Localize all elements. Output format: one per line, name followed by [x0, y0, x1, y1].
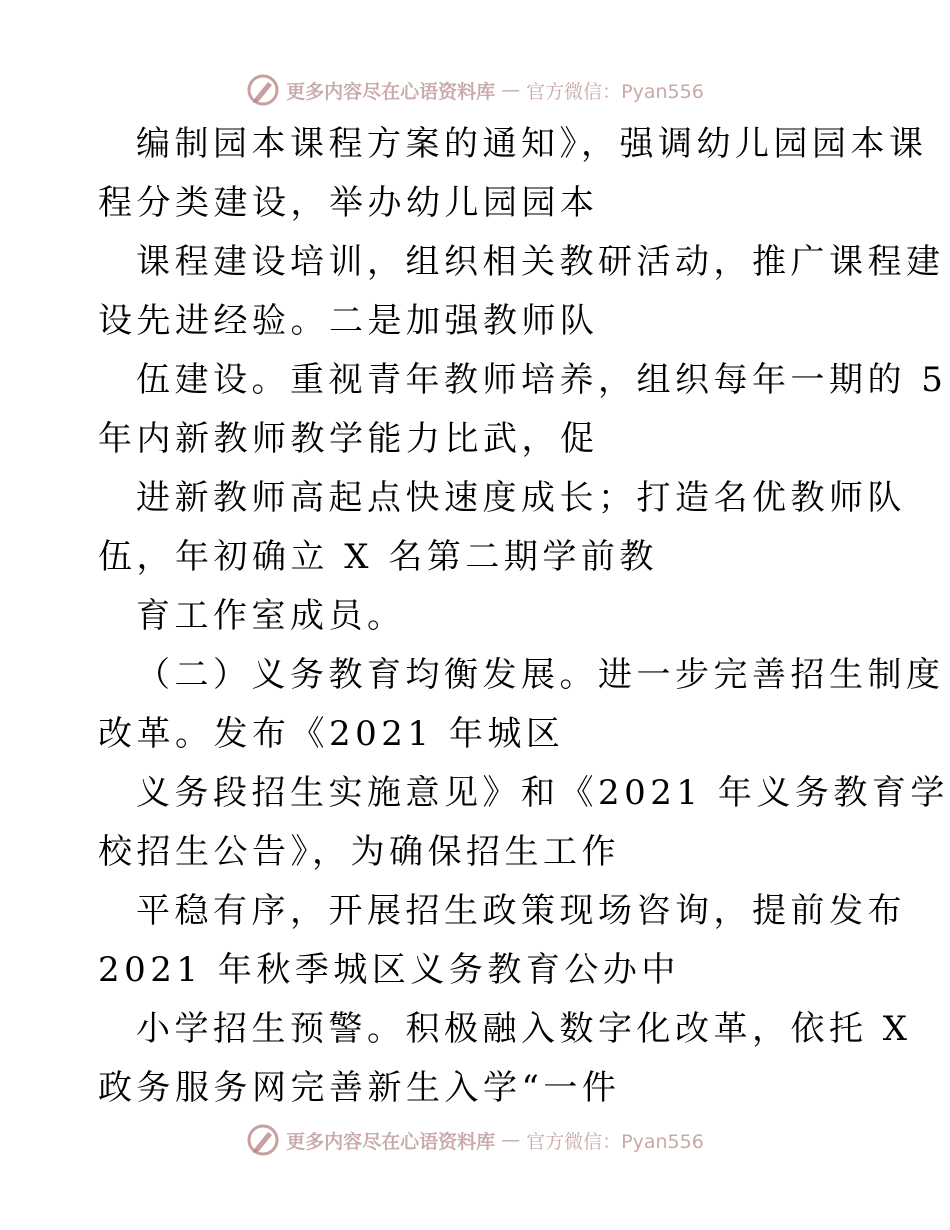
text-line: （二）义务教育均衡发展。进一步完善招生制度 [136, 655, 945, 695]
red-pen-logo-icon [246, 1123, 280, 1157]
text-line: 伍，年初确立 X 名第二期学前教 [98, 537, 658, 577]
text-line: 义务段招生实施意见》和《2021 年义务教育学 [136, 773, 949, 813]
footer-banner-wechat: 官方微信：Pyan556 [526, 1130, 704, 1153]
text-line: 改革。发布《2021 年城区 [98, 714, 565, 754]
text-line: 编制园本课程方案的通知》，强调幼儿园园本课 [136, 124, 928, 164]
text-line: 平稳有序，开展招生政策现场咨询，提前发布 [136, 891, 906, 931]
footer-banner-title: 更多内容尽在心语资料库 [286, 1130, 496, 1153]
header-banner-wechat: 官方微信：Pyan556 [526, 80, 704, 103]
footer-watermark-banner [0, 1120, 950, 1160]
text-line: 进新教师高起点快速度成长；打造名优教师队 [136, 478, 906, 518]
text-line: 设先进经验。二是加强教师队 [98, 301, 599, 341]
text-line: 年内新教师教学能力比武，促 [98, 419, 599, 459]
text-line: 课程建设培训，组织相关教研活动，推广课程建 [136, 242, 945, 282]
text-line: 育工作室成员。 [136, 596, 406, 636]
header-banner-dash: — [501, 79, 521, 101]
text-line: 2021 年秋季城区义务教育公办中 [98, 950, 680, 990]
header-banner-title: 更多内容尽在心语资料库 [286, 80, 496, 103]
text-line: 校招生公告》，为确保招生工作 [98, 832, 620, 872]
header-watermark-banner [0, 70, 950, 110]
text-line: 程分类建设，举办幼儿园园本 [98, 183, 599, 223]
text-line: 政务服务网完善新生入学“一件 [98, 1068, 621, 1108]
red-pen-logo-icon [246, 73, 280, 107]
text-line: 伍建设。重视青年教师培养，组织每年一期的 5 [136, 360, 948, 400]
footer-banner-dash: — [501, 1129, 521, 1151]
text-line: 小学招生预警。积极融入数字化改革，依托 X [136, 1009, 912, 1049]
